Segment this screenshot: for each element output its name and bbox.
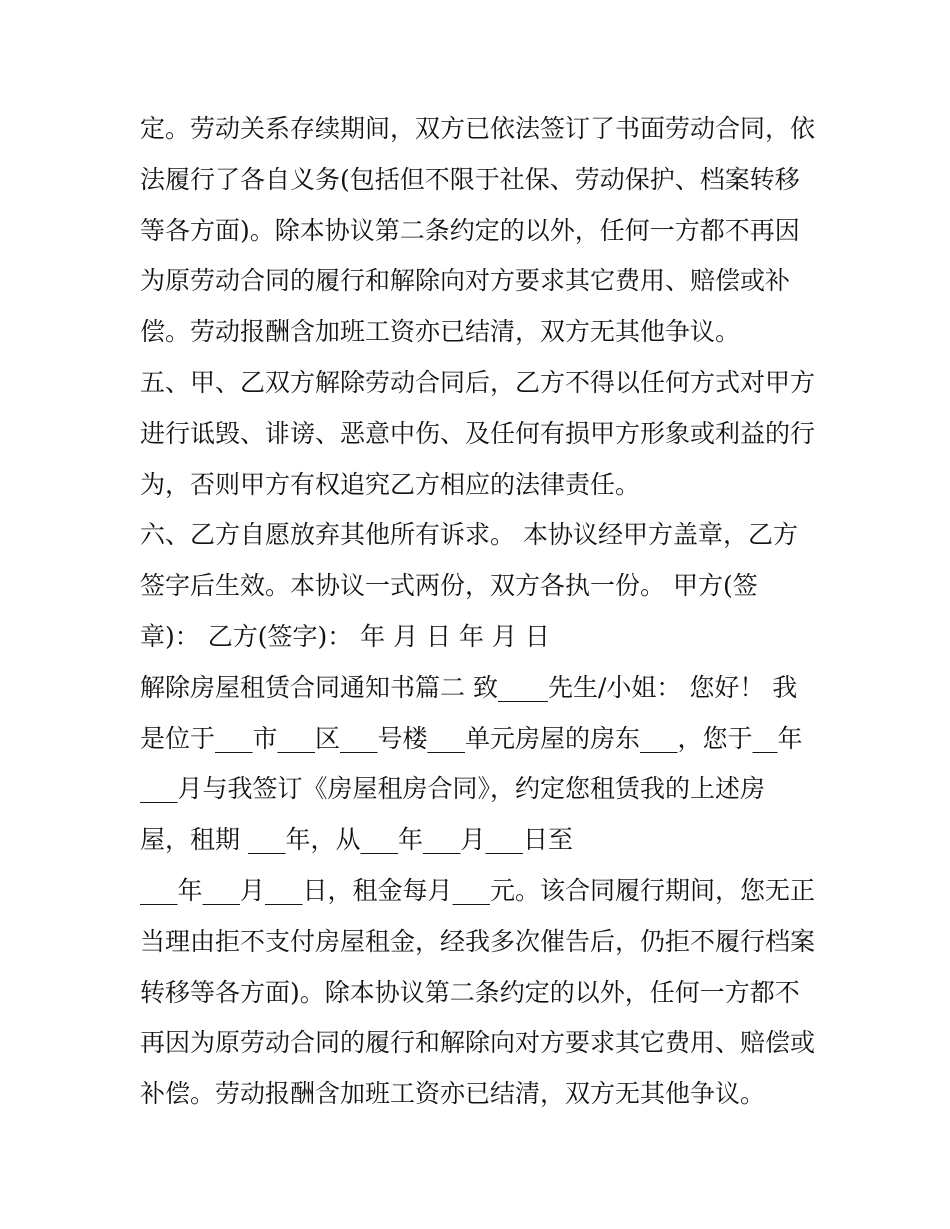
text-line: 为，否则甲方有权追究乙方相应的法律责任。 xyxy=(140,469,641,499)
text-line: 法履行了各自义务(包括但不限于社保、劳动保护、档案转移 xyxy=(140,164,800,194)
text-line: 转移等各方面)。除本协议第二条约定的以外，任何一方都不 xyxy=(140,977,800,1007)
text-line: 当理由拒不支付房屋租金，经我多次催告后，仍拒不履行档案 xyxy=(140,926,816,956)
text-line: 是位于___市___区___号楼___单元房屋的房东___，您于__年 xyxy=(140,723,803,753)
text-line: 定。劳动关系存续期间，双方已依法签订了书面劳动合同，依 xyxy=(140,114,816,143)
text-line: 章)： 乙方(签字)： 年 月 日 年 月 日 xyxy=(140,621,550,651)
text-line: 解除房屋租赁合同通知书篇二 致____先生/小姐： 您好！ 我 xyxy=(140,672,798,702)
text-line: 屋，租期 ___年，从___年___月___日至 xyxy=(140,825,573,855)
document-body xyxy=(140,104,820,1120)
text-line: ___月与我签订《房屋租房合同》，约定您租赁我的上述房 xyxy=(140,774,766,804)
text-line: 进行诋毁、诽谤、恶意中伤、及任何有损甲方形象或利益的行 xyxy=(140,418,816,448)
text-line: 五、甲、乙双方解除劳动合同后，乙方不得以任何方式对甲方 xyxy=(140,367,816,397)
text-line: ___年___月___日，租金每月___元。该合同履行期间，您无正 xyxy=(140,875,816,905)
text-line: 补偿。劳动报酬含加班工资亦已结清，双方无其他争议。 xyxy=(140,1079,766,1109)
text-line: 偿。劳动报酬含加班工资亦已结清，双方无其他争议。 xyxy=(140,317,741,347)
text-line: 再因为原劳动合同的履行和解除向对方要求其它费用、赔偿或 xyxy=(140,1028,816,1058)
text-line: 六、乙方自愿放弃其他所有诉求。 本协议经甲方盖章，乙方 xyxy=(140,520,798,550)
text-line: 签字后生效。本协议一式两份，双方各执一份。 甲方(签 xyxy=(140,571,758,601)
text-line: 为原劳动合同的履行和解除向对方要求其它费用、赔偿或补 xyxy=(140,266,791,296)
text-line: 等各方面)。除本协议第二条约定的以外，任何一方都不再因 xyxy=(140,215,800,245)
